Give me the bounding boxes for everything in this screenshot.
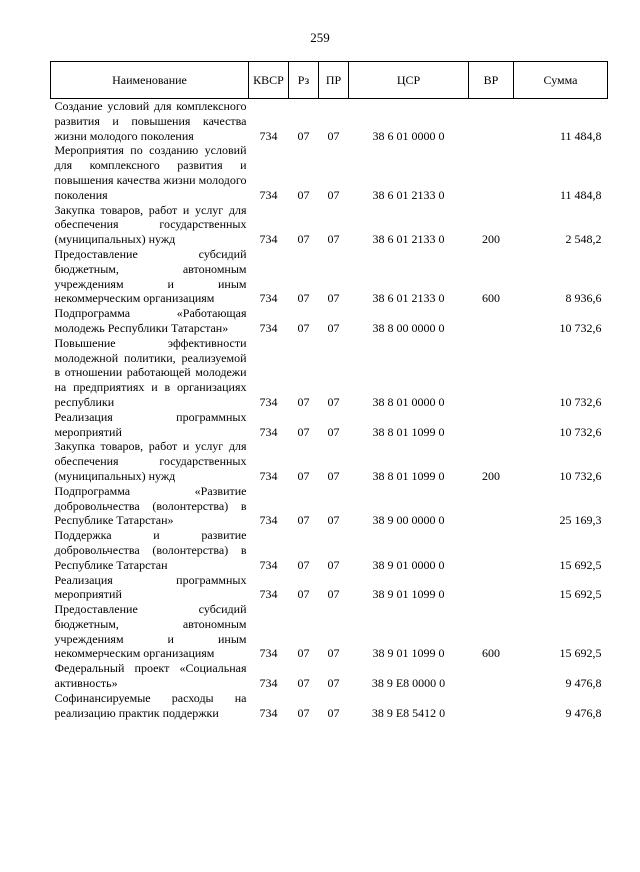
row-name: Мероприятия по созданию условий для комплексного развития и повышения качества жизни молодого поколения: [54, 143, 247, 202]
column-header-pr: ПР: [319, 62, 349, 99]
row-vr: [469, 99, 514, 144]
row-kvsr: 734: [259, 320, 278, 335]
column-header-csr: ЦСР: [349, 62, 469, 99]
row-csr: 38 6 01 2133 0: [372, 232, 445, 247]
row-pr: 07: [327, 513, 340, 528]
row-pr: 07: [327, 587, 340, 602]
row-rz: 07: [297, 513, 310, 528]
row-vr: [469, 484, 514, 528]
row-rz: 07: [297, 232, 310, 247]
row-name: Создание условий для комплексного развития и повышения качества жизни молодого поколения: [54, 99, 247, 143]
row-sum: 10 732,6: [559, 468, 602, 483]
row-rz: 07: [297, 587, 310, 602]
row-vr: [469, 573, 514, 603]
row-name: Подпрограмма «Работающая молодежь Республики Татарстан»: [54, 306, 247, 335]
row-vr: [469, 410, 514, 440]
row-csr: 38 9 E8 0000 0: [371, 676, 446, 691]
row-kvsr: 734: [259, 676, 278, 691]
row-pr: 07: [327, 187, 340, 202]
row-sum: 15 692,5: [559, 646, 602, 661]
row-rz: 07: [297, 320, 310, 335]
row-vr: [469, 143, 514, 202]
row-kvsr: 734: [259, 128, 278, 143]
table-body: [51, 99, 608, 721]
row-vr: [469, 528, 514, 572]
row-csr: 38 8 01 1099 0: [372, 468, 445, 483]
row-vr: [469, 661, 514, 691]
row-kvsr: 734: [259, 706, 278, 721]
row-csr: 38 9 01 1099 0: [372, 646, 445, 661]
row-kvsr: 734: [259, 468, 278, 483]
row-name: Закупка товаров, работ и услуг для обеспечения государственных (муниципальных) нужд: [54, 202, 247, 247]
table-row: [51, 439, 608, 483]
table-row: [51, 484, 608, 528]
column-header-vr: ВР: [469, 62, 514, 99]
row-rz: 07: [297, 424, 310, 439]
row-sum: 10 732,6: [559, 394, 602, 409]
row-sum: 9 476,8: [565, 706, 602, 721]
table-row: [51, 99, 608, 144]
row-kvsr: 734: [259, 557, 278, 572]
column-header-rz: Рз: [289, 62, 319, 99]
row-csr: 38 6 01 0000 0: [372, 128, 445, 143]
row-sum: 10 732,6: [559, 424, 602, 439]
table-row: [51, 602, 608, 661]
row-pr: 07: [327, 557, 340, 572]
row-csr: 38 9 01 1099 0: [372, 587, 445, 602]
row-rz: 07: [297, 468, 310, 483]
row-csr: 38 9 00 0000 0: [372, 513, 445, 528]
row-rz: 07: [297, 394, 310, 409]
row-name: Реализация программных мероприятий: [54, 572, 247, 602]
row-csr: 38 6 01 2133 0: [372, 187, 445, 202]
row-sum: 11 484,8: [559, 128, 602, 143]
table-row: [51, 691, 608, 721]
row-name: Закупка товаров, работ и услуг для обеспечения государственных (муниципальных) нужд: [54, 439, 247, 483]
table-row: [51, 247, 608, 306]
row-name: Повышение эффективности молодежной политики, реализуемой в отношении работающей молодежи на предприятиях и в организациях республики: [54, 335, 247, 409]
table-row: [51, 203, 608, 247]
row-sum: 11 484,8: [559, 187, 602, 202]
row-sum: 9 476,8: [565, 676, 602, 691]
column-header-name: Наименование: [51, 62, 249, 99]
row-kvsr: 734: [259, 646, 278, 661]
row-vr: 600: [482, 291, 500, 306]
row-kvsr: 734: [259, 587, 278, 602]
row-sum: 15 692,5: [559, 557, 602, 572]
row-rz: 07: [297, 128, 310, 143]
row-vr: 600: [482, 646, 500, 661]
row-pr: 07: [327, 646, 340, 661]
row-name: Поддержка и развитие добровольчества (волонтерства) в Республике Татарстан: [54, 528, 247, 572]
row-vr: [469, 691, 514, 721]
row-name: Софинансируемые расходы на реализацию практик поддержки: [54, 690, 247, 720]
row-name: Подпрограмма «Развитие добровольчества (волонтерства) в Республике Татарстан»: [54, 483, 247, 528]
row-csr: 38 6 01 2133 0: [372, 291, 445, 306]
row-sum: 10 732,6: [559, 320, 602, 335]
row-vr: 200: [482, 232, 500, 247]
row-pr: 07: [327, 424, 340, 439]
row-csr: 38 9 01 0000 0: [372, 557, 445, 572]
row-vr: [469, 306, 514, 336]
row-kvsr: 734: [259, 291, 278, 306]
row-kvsr: 734: [259, 394, 278, 409]
budget-table: [50, 61, 608, 721]
row-csr: 38 8 01 1099 0: [372, 424, 445, 439]
row-kvsr: 734: [259, 513, 278, 528]
row-rz: 07: [297, 187, 310, 202]
row-vr: 200: [482, 468, 500, 483]
row-sum: 25 169,3: [559, 513, 602, 528]
column-header-sum: Сумма: [514, 62, 608, 99]
table-row: [51, 336, 608, 410]
row-sum: 15 692,5: [559, 587, 602, 602]
row-sum: 8 936,6: [565, 291, 602, 306]
table-row: [51, 410, 608, 440]
row-pr: 07: [327, 676, 340, 691]
row-pr: 07: [327, 394, 340, 409]
row-pr: 07: [327, 232, 340, 247]
row-name: Федеральный проект «Социальная активность»: [54, 661, 247, 691]
table-row: [51, 306, 608, 336]
table-header-row: [51, 62, 608, 99]
column-header-kvsr: КВСР: [249, 62, 289, 99]
row-pr: 07: [327, 291, 340, 306]
row-kvsr: 734: [259, 187, 278, 202]
row-rz: 07: [297, 676, 310, 691]
row-rz: 07: [297, 646, 310, 661]
row-pr: 07: [327, 706, 340, 721]
table-row: [51, 573, 608, 603]
row-rz: 07: [297, 291, 310, 306]
row-pr: 07: [327, 128, 340, 143]
row-name: Предоставление субсидий бюджетным, автономным учреждениям и иным некоммерческим организациям: [54, 602, 247, 661]
page-number: 259: [310, 30, 330, 45]
row-pr: 07: [327, 320, 340, 335]
row-csr: 38 8 01 0000 0: [372, 394, 445, 409]
row-kvsr: 734: [259, 424, 278, 439]
row-csr: 38 8 00 0000 0: [372, 320, 445, 335]
row-csr: 38 9 E8 5412 0: [371, 706, 446, 721]
table-row: [51, 528, 608, 572]
row-sum: 2 548,2: [565, 232, 602, 247]
table-row: [51, 143, 608, 202]
row-kvsr: 734: [259, 232, 278, 247]
row-vr: [469, 336, 514, 410]
row-rz: 07: [297, 706, 310, 721]
row-name: Предоставление субсидий бюджетным, автономным учреждениям и иным некоммерческим организациям: [54, 246, 247, 306]
table-row: [51, 661, 608, 691]
row-name: Реализация программных мероприятий: [54, 409, 247, 439]
row-pr: 07: [327, 468, 340, 483]
row-rz: 07: [297, 557, 310, 572]
